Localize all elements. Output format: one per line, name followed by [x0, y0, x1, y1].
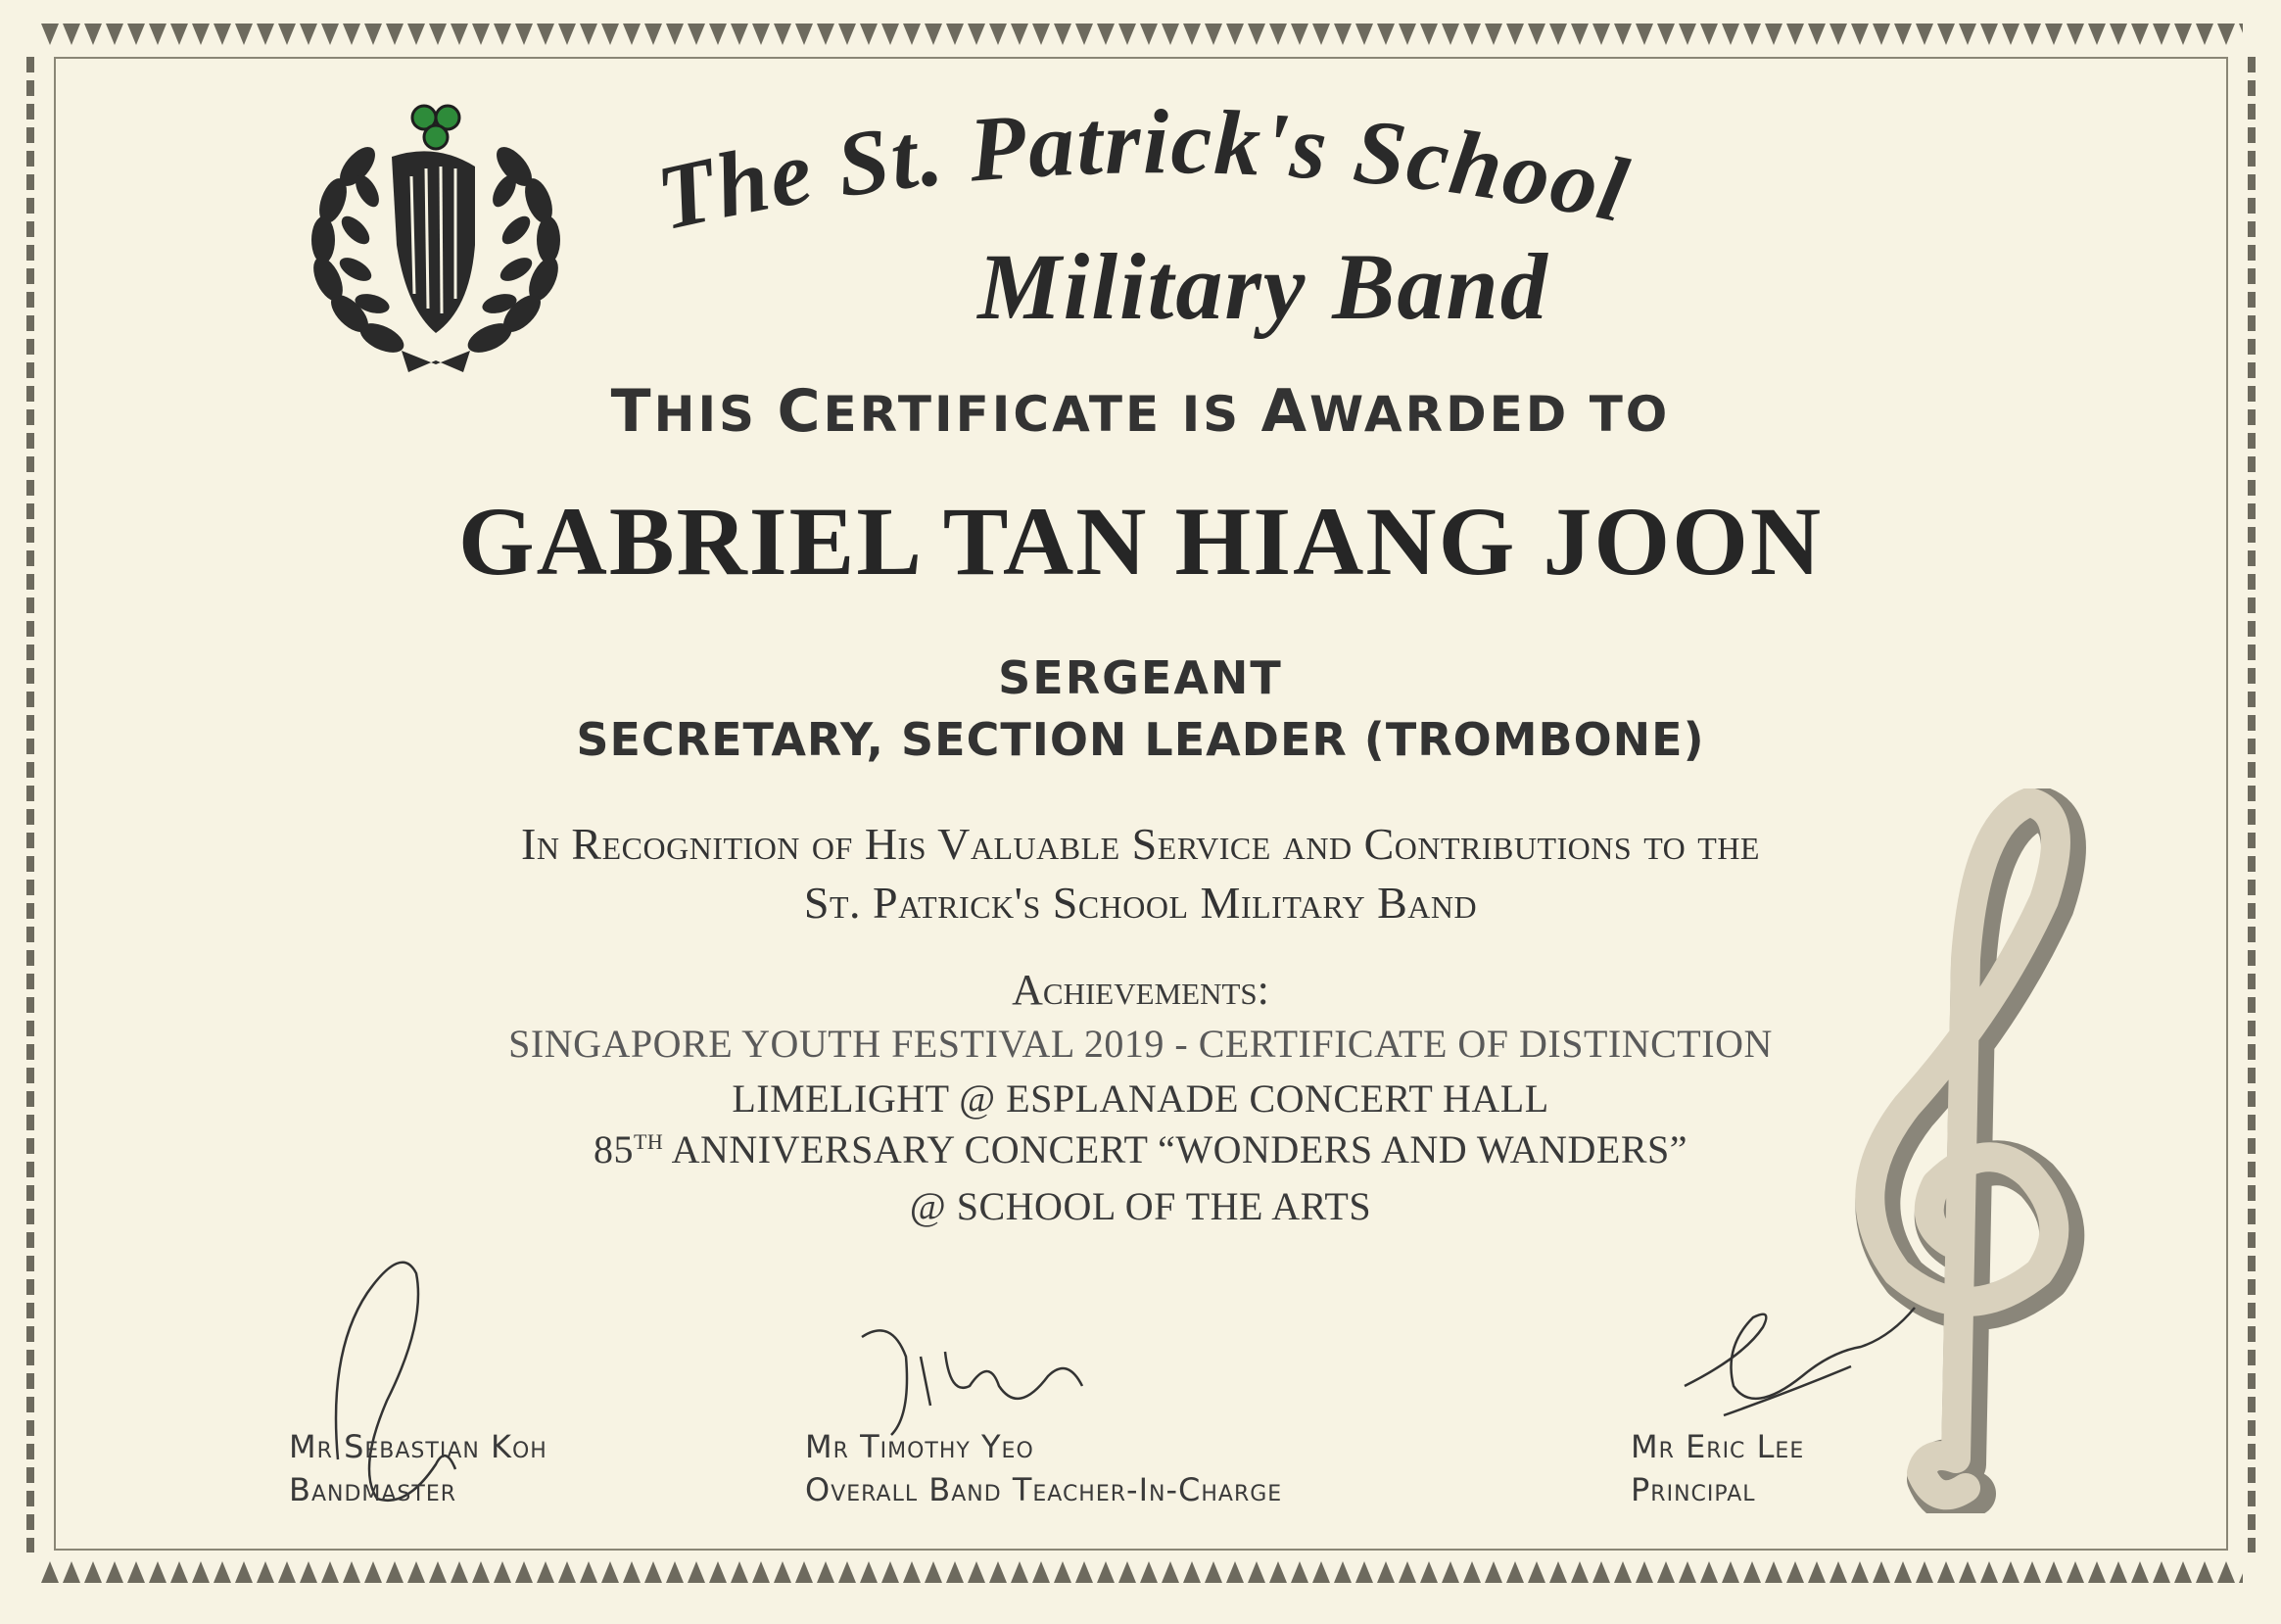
bottom-border-ornament [39, 1557, 2243, 1587]
top-border-ornament [39, 20, 2243, 49]
signatory-title: Bandmaster [289, 1471, 457, 1508]
right-border-ornament [2243, 54, 2260, 1552]
rank: SERGEANT [998, 651, 1283, 704]
recognition-line-1: In Recognition of His Valuable Service and Contributions to the [521, 819, 1760, 869]
signatory-title: Overall Band Teacher-In-Charge [805, 1471, 1283, 1508]
signatory-name: Mr Sebastian Koh [289, 1428, 547, 1465]
signatory-title: Principal [1631, 1471, 1756, 1508]
achievement-item: @ SCHOOL OF THE ARTS [909, 1184, 1372, 1228]
school-name-heading [627, 98, 1861, 353]
achievement-item: 85TH ANNIVERSARY CONCERT “WONDERS AND WANDERS” [593, 1127, 1687, 1171]
recipient-name: GABRIEL TAN HIANG JOON [457, 487, 1824, 596]
svg-text:The St. Patrick's School [648, 98, 1638, 250]
signatory-name: Mr Timothy Yeo [805, 1428, 1034, 1465]
achievement-item: SINGAPORE YOUTH FESTIVAL 2019 - CERTIFICATE OF DISTINCTION [508, 1022, 1773, 1066]
awarded-to-heading: THIS CERTIFICATE IS AWARDED TO [610, 377, 1671, 446]
achievement-item: LIMELIGHT @ ESPLANADE CONCERT HALL [732, 1076, 1549, 1121]
signatory-name: Mr Eric Lee [1631, 1428, 1805, 1465]
school-crest-icon [299, 98, 573, 382]
signature-principal [1665, 1298, 1920, 1435]
school-name-line1: The St. Patrick's School [648, 98, 1638, 251]
roles: SECRETARY, SECTION LEADER (TROMBONE) [576, 713, 1705, 766]
achievements-title: Achievements: [1012, 966, 1269, 1014]
left-border-ornament [22, 54, 39, 1552]
school-name-line2: Military Band [977, 234, 1549, 339]
recognition-line-2: St. Patrick's School Military Band [803, 878, 1478, 928]
